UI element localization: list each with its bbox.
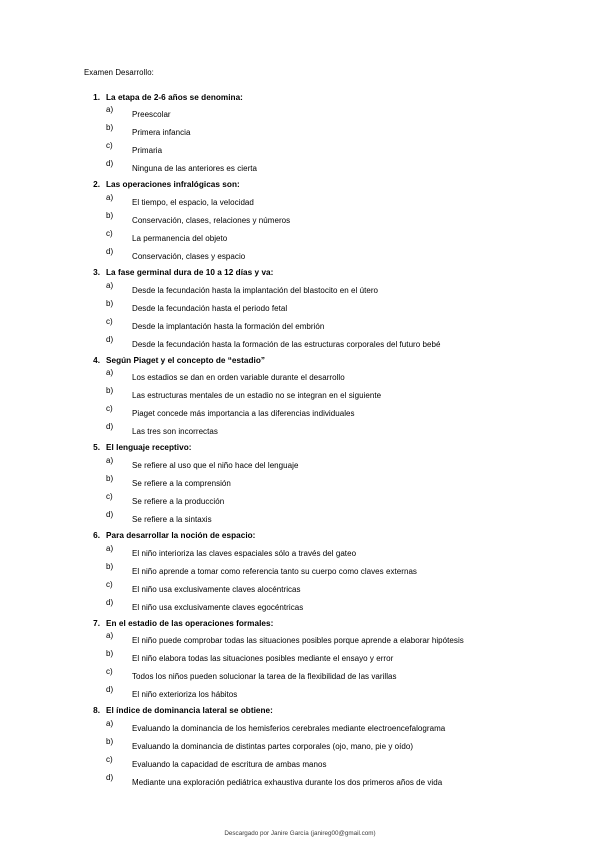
page-footer: Descargado por Janire García (janireg00@gmail.com)	[224, 830, 376, 837]
answer-label: d)	[106, 773, 114, 783]
answer-option[interactable]	[106, 509, 524, 527]
question-item	[84, 705, 524, 792]
answer-label: d)	[106, 510, 114, 520]
question-text: Según Piaget y el concepto de “estadio”	[106, 355, 266, 365]
answer-text: Piaget concede más importancia a las diferencias individuales	[132, 409, 355, 419]
answer-label: b)	[106, 123, 114, 133]
answer-text: El tiempo, el espacio, la velocidad	[132, 197, 254, 207]
question-item	[84, 530, 524, 617]
question-text: Las operaciones infralógicas son:	[106, 180, 240, 190]
question-item	[84, 179, 524, 266]
answer-option[interactable]	[106, 579, 524, 597]
question-item	[84, 92, 524, 179]
answer-option[interactable]	[106, 736, 524, 754]
answer-label: b)	[106, 298, 114, 308]
answer-option[interactable]	[106, 385, 524, 403]
question-number: 4.	[93, 355, 100, 365]
answer-option[interactable]	[106, 597, 524, 615]
answer-label: d)	[106, 597, 114, 607]
answer-option[interactable]	[106, 630, 524, 648]
answer-text: El niño exterioriza los hábitos	[132, 690, 238, 700]
question-text: Para desarrollar la noción de espacio:	[106, 531, 256, 541]
answer-label: a)	[106, 105, 114, 115]
answer-text: Evaluando la dominancia de los hemisferios cerebrales mediante electroencefalograma	[132, 724, 446, 734]
answer-label: d)	[106, 246, 114, 256]
question-item	[84, 442, 524, 529]
answer-label: b)	[106, 210, 114, 220]
answer-option[interactable]	[106, 210, 524, 228]
answer-text: Desde la fecundación hasta el periodo fetal	[132, 303, 288, 313]
answer-text: Desde la implantación hasta la formación del embrión	[132, 321, 325, 331]
answer-label: b)	[106, 649, 114, 659]
answer-text: Las tres son incorrectas	[132, 427, 218, 437]
question-number: 8.	[93, 706, 100, 716]
answer-label: a)	[106, 368, 114, 378]
answer-option[interactable]	[106, 334, 524, 352]
question-number: 6.	[93, 531, 100, 541]
answer-option[interactable]	[106, 104, 524, 122]
question-text: El lenguaje receptivo:	[106, 443, 192, 453]
answer-option[interactable]	[106, 561, 524, 579]
answer-list	[106, 455, 524, 529]
answer-option[interactable]	[106, 772, 524, 790]
question-number: 7.	[93, 618, 100, 628]
answer-text: Mediante una exploración pediátrica exhaustiva durante los dos primeros años de vida	[132, 778, 443, 788]
answer-text: El niño aprende a tomar como referencia tanto su cuerpo como claves externas	[132, 566, 417, 576]
answer-label: c)	[106, 316, 113, 326]
answer-text: Todos los niños pueden solucionar la tarea de la flexibilidad de las varillas	[132, 672, 397, 682]
answer-text: Los estadios se dan en orden variable durante el desarrollo	[132, 373, 345, 383]
answer-label: b)	[106, 561, 114, 571]
answer-text: Se refiere al uso que el niño hace del lenguaje	[132, 461, 299, 471]
answer-text: Conservación, clases y espacio	[132, 251, 246, 261]
question-number: 1.	[93, 92, 100, 102]
answer-text: El niño usa exclusivamente claves alocéntricas	[132, 584, 301, 594]
answer-label: a)	[106, 192, 114, 202]
answer-option[interactable]	[106, 455, 524, 473]
answer-option[interactable]	[106, 421, 524, 439]
answer-list	[106, 718, 524, 792]
answer-label: d)	[106, 422, 114, 432]
answer-label: c)	[106, 141, 113, 151]
answer-list	[106, 280, 524, 354]
answer-label: c)	[106, 579, 113, 589]
answer-text: El niño elabora todas las situaciones posibles mediante el ensayo y error	[132, 654, 394, 664]
answer-list	[106, 543, 524, 617]
question-text: La fase germinal dura de 10 a 12 días y va:	[106, 267, 274, 277]
question-number: 5.	[93, 443, 100, 453]
answer-text: Evaluando la dominancia de distintas partes corporales (ojo, mano, pie y oído)	[132, 742, 414, 752]
answer-option[interactable]	[106, 491, 524, 509]
answer-label: a)	[106, 631, 114, 641]
question-number: 2.	[93, 180, 100, 190]
answer-list	[106, 104, 524, 178]
answer-option[interactable]	[106, 228, 524, 246]
answer-label: c)	[106, 755, 113, 765]
answer-text: Se refiere a la comprensión	[132, 479, 231, 489]
answer-option[interactable]	[106, 367, 524, 385]
answer-text: El niño interioriza las claves espaciales sólo a través del gateo	[132, 548, 357, 558]
answer-option[interactable]	[106, 718, 524, 736]
answer-text: Primaria	[132, 146, 163, 156]
answer-option[interactable]	[106, 543, 524, 561]
answer-option[interactable]	[106, 140, 524, 158]
answer-option[interactable]	[106, 122, 524, 140]
answer-label: c)	[106, 228, 113, 238]
answer-option[interactable]	[106, 316, 524, 334]
answer-option[interactable]	[106, 280, 524, 298]
answer-label: a)	[106, 719, 114, 729]
answer-label: b)	[106, 737, 114, 747]
answer-option[interactable]	[106, 298, 524, 316]
answer-list	[106, 630, 524, 704]
answer-label: d)	[106, 685, 114, 695]
answer-label: a)	[106, 280, 114, 290]
question-item	[84, 355, 524, 442]
answer-text: Desde la fecundación hasta la formación de las estructuras corporales del futuro bebé	[132, 339, 441, 349]
question-item	[84, 618, 524, 705]
answer-label: a)	[106, 456, 114, 466]
answer-text: Ninguna de las anteriores es cierta	[132, 164, 258, 174]
answer-option[interactable]	[106, 403, 524, 421]
question-list	[84, 92, 524, 793]
answer-text: El niño puede comprobar todas las situaciones posibles porque aprende a elaborar hipótesis	[132, 636, 464, 646]
answer-text: Desde la fecundación hasta la implantación del blastocito en el útero	[132, 285, 379, 295]
answer-text: Primera infancia	[132, 128, 191, 138]
answer-option[interactable]	[106, 754, 524, 772]
answer-option[interactable]	[106, 648, 524, 666]
answer-text: El niño usa exclusivamente claves egocéntricas	[132, 602, 304, 612]
answer-list	[106, 192, 524, 266]
answer-text: Se refiere a la producción	[132, 497, 225, 507]
document-heading: Examen Desarrollo:	[84, 68, 154, 77]
question-text: En el estadio de las operaciones formales:	[106, 618, 274, 628]
answer-label: d)	[106, 334, 114, 344]
answer-label: c)	[106, 667, 113, 677]
answer-text: Se refiere a la sintaxis	[132, 515, 212, 525]
answer-text: La permanencia del objeto	[132, 233, 228, 243]
question-item	[84, 267, 524, 354]
answer-text: Evaluando la capacidad de escritura de ambas manos	[132, 760, 327, 770]
answer-label: c)	[106, 492, 113, 502]
answer-option[interactable]	[106, 192, 524, 210]
document-body	[84, 68, 524, 793]
answer-label: c)	[106, 404, 113, 414]
question-text: El índice de dominancia lateral se obtiene:	[106, 706, 273, 716]
answer-text: Las estructuras mentales de un estadio no se integran en el siguiente	[132, 391, 382, 401]
answer-list	[106, 367, 524, 441]
answer-option[interactable]	[106, 684, 524, 702]
answer-option[interactable]	[106, 246, 524, 264]
answer-label: b)	[106, 474, 114, 484]
answer-text: Preescolar	[132, 110, 171, 120]
answer-option[interactable]	[106, 158, 524, 176]
answer-label: d)	[106, 159, 114, 169]
answer-option[interactable]	[106, 666, 524, 684]
answer-text: Conservación, clases, relaciones y números	[132, 215, 291, 225]
answer-label: b)	[106, 386, 114, 396]
answer-label: a)	[106, 543, 114, 553]
answer-option[interactable]	[106, 473, 524, 491]
question-text: La etapa de 2-6 años se denomina:	[106, 92, 243, 102]
question-number: 3.	[93, 267, 100, 277]
